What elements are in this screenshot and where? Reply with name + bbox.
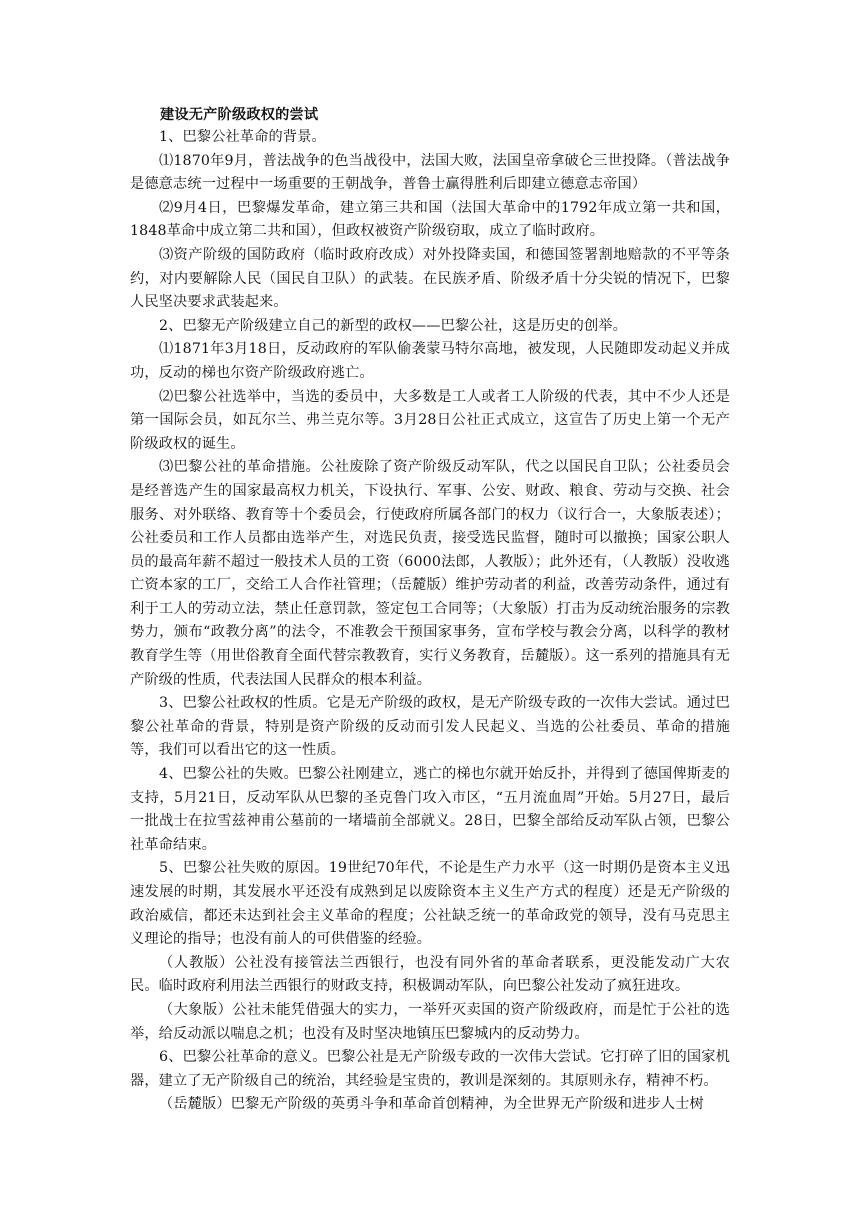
paragraph-3: ⑵9月4日，巴黎爆发革命，建立第三共和国（法国大革命中的1792年成立第一共和国，1848革命中成立第二共和国），但政权被资产阶级窃取，成立了临时政府。 [130, 199, 730, 240]
paragraph-4: ⑶资产阶级的国防政府（临时政府改成）对外投降卖国，和德国签署割地赔款的不平等条约，对内要解除人民（国民自卫队）的武装。在民族矛盾、阶级矛盾十分尖锐的情况下，巴黎人民坚决要求武装起来。 [130, 246, 730, 311]
paragraph-2: ⑴1870年9月，普法战争的色当战役中，法国大败，法国皇帝拿破仑三世投降。（普法战争是德意志统一过程中一场重要的王朝战争，普鲁士赢得胜利后即建立德意志帝国） [130, 152, 730, 193]
document-title: 建设无产阶级政权的尝试 [160, 107, 319, 123]
paragraph-9: 3、巴黎公社政权的性质。它是无产阶级的政权，是无产阶级专政的一次伟大尝试。通过巴黎公社革命的背景，特别是资产阶级的反动而引发人民起义、当选的公社委员、革命的措施等，我们可以看出它的这一性质。 [130, 695, 730, 759]
paragraph-1: 1、巴黎公社革命的背景。 [159, 129, 326, 145]
paragraph-7: ⑵巴黎公社选举中，当选的委员中，大多数是工人或者工人阶级的代表，其中不少人还是第一国际会员，如瓦尔兰、弗兰克尔等。3月28日公社正式成立，这宣告了历史上第一个无产阶级政权的诞生。 [130, 388, 730, 452]
paragraph-13: （大象版）公社未能凭借强大的实力，一举歼灭卖国的资产阶级政府，而是忙于公社的选举，给反动派以喘息之机；也没有及时坚决地镇压巴黎城内的反动势力。 [130, 1001, 730, 1042]
paragraph-10: 4、巴黎公社的失败。巴黎公社刚建立，逃亡的梯也尔就开始反扑，并得到了德国俾斯麦的支持，5月21日，反动军队从巴黎的圣克鲁门攻入市区，“五月流血周”开始。5月27日，最后一批战士在拉雪兹神甫公墓前的一堵墙前全部就义。28日，巴黎全部给反动军队占领，巴黎公社革命结束。 [130, 766, 730, 853]
paragraph-14: 6、巴黎公社革命的意义。巴黎公社是无产阶级专政的一次伟大尝试。它打碎了旧的国家机器，建立了无产阶级自己的统治，其经验是宝贵的，教训是深刻的。其原则永存，精神不朽。 [130, 1049, 730, 1089]
document-page [130, 104, 730, 1117]
paragraph-11: 5、巴黎公社失败的原因。19世纪70年代，不论是生产力水平（这一时期仍是资本主义迅速发展的时期，其发展水平还没有成熟到足以废除资本主义生产方式的程度）还是无产阶级的政治威信，都还未达到社会主义革命的程度；公社缺乏统一的革命政党的领导，没有马克思主义理论的指导；也没有前人的可供借鉴的经验。 [130, 860, 730, 948]
paragraph-6: ⑴1871年3月18日，反动政府的军队偷袭蒙马特尔高地，被发现，人民随即发动起义并成功，反动的梯也尔资产阶级政府逃亡。 [130, 341, 730, 381]
paragraph-5: 2、巴黎无产阶级建立自己的新型的政权——巴黎公社，这是历史的创举。 [159, 317, 627, 334]
paragraph-15: （岳麓版）巴黎无产阶级的英勇斗争和革命首创精神，为全世界无产阶级和进步人士树 [159, 1096, 704, 1113]
paragraph-8: ⑶巴黎公社的革命措施。公社废除了资产阶级反动军队，代之以国民自卫队；公社委员会是经普选产生的国家最高权力机关，下设执行、军事、公安、财政、粮食、劳动与交换、社会服务、对外联络、教育等十个委员会，行使政府所属各部门的权力（议行合一，大象版表述）；公社委员和工作人员都由选举产生，对选民负责，接受选民监督，随时可以撤换；国家公职人员的最高年薪不超过一般技术人员的工资（6000法郎，人教版）；此外还有，（人教版）没收逃亡资本家的工厂，交给工人合作社管理；（岳麓版）维护劳动者的利益，改善劳动条件，通过有利于工人的劳动立法，禁止任意罚款，签定包工合同等；（大象版）打击为反动统治服务的宗教势力，颁布“政教分离”的法令，不准教会干预国家事务，宣布学校与教会分离，以科学的教材教育学生等（用世俗教育全面代替宗教教育，实行义务教育，岳麓版）。这一系列的措施具有无产阶级的性质，代表法国人民群众的根本利益。 [130, 459, 730, 688]
paragraph-12: （人教版）公社没有接管法兰西银行，也没有同外省的革命者联系，更没能发动广大农民。临时政府利用法兰西银行的财政支持，积极调动军队，向巴黎公社发动了疯狂进攻。 [130, 954, 730, 995]
